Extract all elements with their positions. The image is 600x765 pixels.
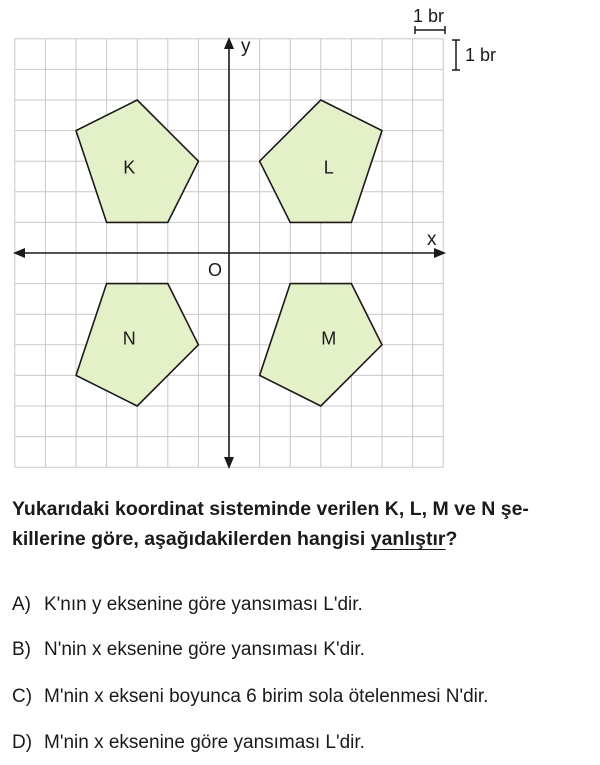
question-line-2 bbox=[12, 524, 597, 554]
y-axis-label: y bbox=[241, 36, 251, 57]
option-a[interactable] bbox=[12, 594, 363, 616]
option-letter: C) bbox=[12, 686, 33, 707]
shape-label-k: K bbox=[123, 157, 136, 178]
option-text: M'nin x ekseni boyunca 6 birim sola ötelenmesi N'dir. bbox=[44, 686, 489, 707]
origin-label: O bbox=[208, 260, 223, 280]
option-text: M'nin x eksenine göre yansıması L'dir. bbox=[44, 732, 365, 753]
option-b[interactable] bbox=[12, 639, 365, 661]
option-letter: D) bbox=[12, 732, 33, 753]
option-letter: B) bbox=[12, 639, 31, 660]
shape-label-l: L bbox=[323, 157, 334, 178]
question-line-2-prefix: killerine göre, aşağıdakilerden hangisi bbox=[12, 528, 371, 550]
scale-y-label: 1 br bbox=[465, 45, 497, 65]
question-emphasis: yanlıştır bbox=[370, 528, 446, 550]
pentagon-l bbox=[260, 100, 382, 222]
axes bbox=[13, 36, 446, 469]
shape-label-n: N bbox=[122, 328, 136, 349]
scale-x-label: 1 br bbox=[413, 6, 445, 26]
shape-label-m: M bbox=[321, 328, 337, 349]
pentagon-k bbox=[76, 100, 198, 222]
option-c[interactable] bbox=[12, 686, 488, 708]
scale-legend bbox=[413, 6, 496, 70]
question-line-1: Yukarıdaki koordinat sisteminde verilen K, L, M ve N şe- bbox=[12, 498, 529, 520]
option-text: K'nın y eksenine göre yansıması L'dir. bbox=[44, 594, 363, 615]
x-axis-label: x bbox=[427, 229, 437, 250]
option-letter: A) bbox=[12, 594, 31, 615]
question-line-2-suffix: ? bbox=[445, 528, 458, 550]
option-d[interactable] bbox=[12, 732, 365, 754]
option-text: N'nin x eksenine göre yansıması K'dir. bbox=[44, 639, 365, 660]
question-text bbox=[12, 494, 597, 554]
pentagon-n bbox=[76, 284, 198, 406]
